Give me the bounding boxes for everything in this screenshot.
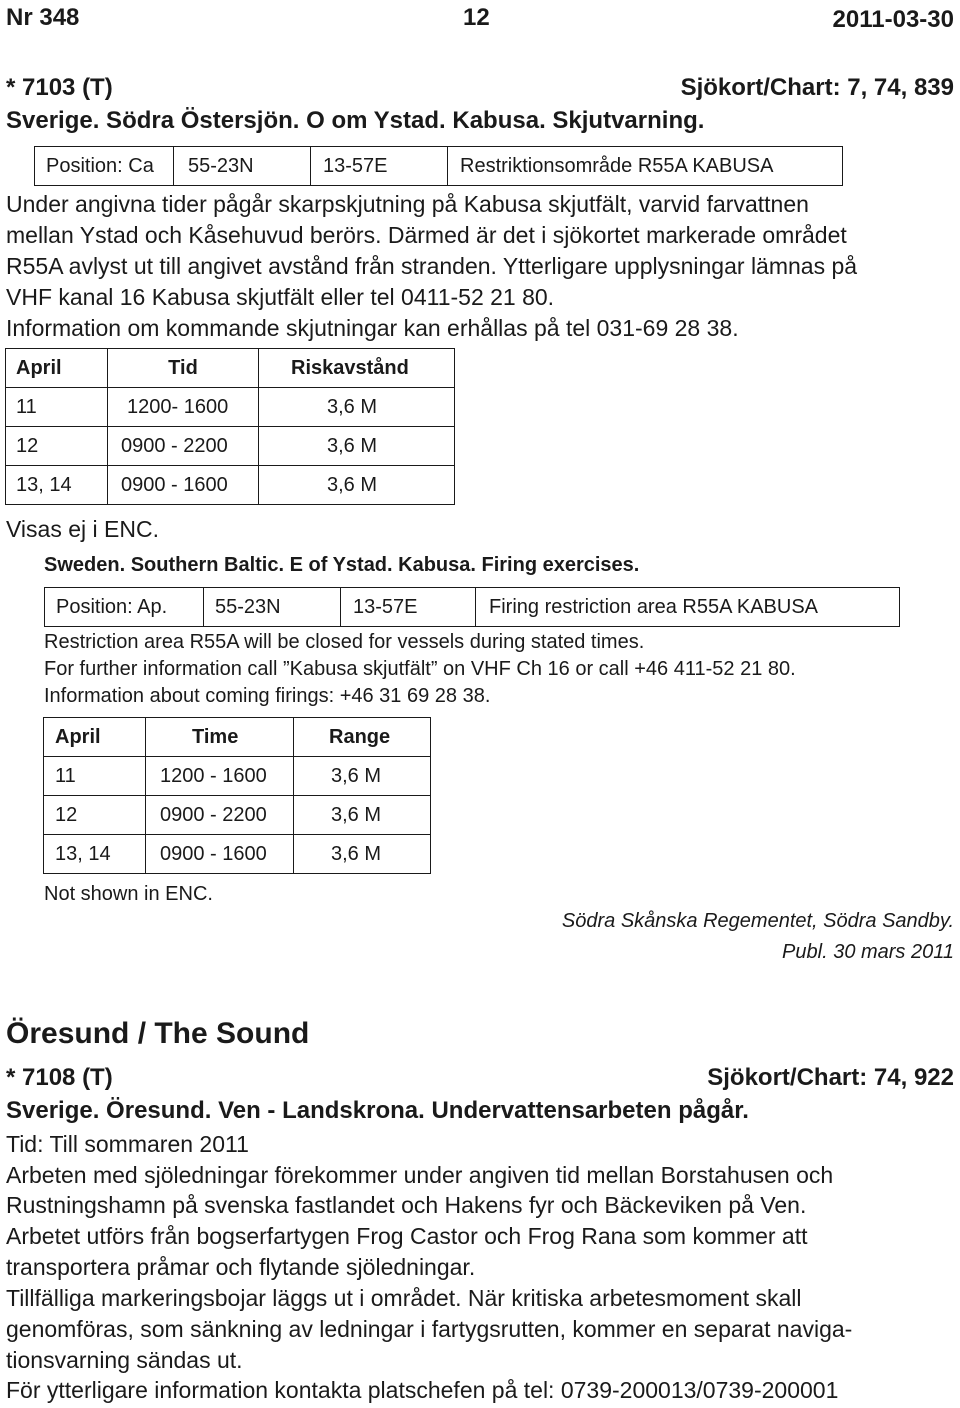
table-cell: 11 — [16, 395, 37, 418]
body-line: Tid: Till sommaren 2011 — [6, 1131, 249, 1157]
position-label: Position: Ca — [46, 154, 154, 177]
body-line: Under angivna tider pågår skarpskjutning på Kabusa skjutfält, varvid farvattnen — [6, 191, 809, 217]
notice-title-sv: Sverige. Öresund. Ven - Landskrona. Undervattensarbeten pågår. — [6, 1097, 749, 1124]
table-cell: 1200 - 1600 — [160, 764, 267, 787]
enc-note-sv: Visas ej i ENC. — [6, 516, 159, 542]
body-line: R55A avlyst ut till angivet avstånd från stranden. Ytterligare upplysningar lämnas på — [6, 253, 858, 279]
body-line: genomföras, som sänkning av ledningar i fartygsrutten, kommer en separat naviga- — [6, 1316, 853, 1342]
table-cell: 1200- 1600 — [127, 395, 229, 418]
column-header: Time — [192, 725, 239, 748]
table-cell: 3,6 M — [327, 434, 378, 457]
body-line: VHF kanal 16 Kabusa skjutfält eller tel 0411-52 21 80. — [6, 284, 555, 310]
position-lat: 55-23N — [215, 595, 281, 618]
column-header: Riskavstånd — [291, 356, 409, 379]
issue-date: 2011-03-30 — [832, 6, 954, 33]
table-row — [44, 796, 431, 835]
table-cell: 0900 - 2200 — [121, 434, 228, 457]
body-line: transportera pråmar och flytande sjöledningar. — [6, 1254, 476, 1280]
firing-table-sv — [5, 348, 455, 505]
table-row — [6, 466, 455, 505]
table-header-row — [6, 349, 455, 388]
chart-reference: Sjökort/Chart: 7, 74, 839 — [680, 74, 954, 101]
body-line: Information about coming firings: +46 31 69 28 38. — [44, 685, 491, 707]
position-lon: 13-57E — [323, 154, 388, 177]
table-cell: 3,6 M — [331, 764, 382, 787]
table-cell: 3,6 M — [331, 842, 382, 865]
table-cell: 11 — [55, 764, 76, 787]
page-number: 12 — [463, 4, 490, 31]
position-lat: 55-23N — [188, 154, 254, 177]
notice-title-en: Sweden. Southern Baltic. E of Ystad. Kabusa. Firing exercises. — [44, 554, 640, 576]
body-line: tionsvarning sändas ut. — [6, 1347, 243, 1373]
column-header: Tid — [168, 356, 198, 379]
position-area: Firing restriction area R55A KABUSA — [489, 595, 819, 618]
column-header: April — [16, 356, 62, 379]
column-header: April — [55, 725, 101, 748]
body-line: Information om kommande skjutningar kan erhållas på tel 031-69 28 38. — [6, 315, 739, 341]
table-header-row — [44, 718, 431, 757]
chart-reference: Sjökort/Chart: 74, 922 — [707, 1064, 954, 1091]
table-row — [6, 388, 455, 427]
notice-id: * 7108 (T) — [6, 1064, 113, 1091]
publication-date: Publ. 30 mars 2011 — [782, 941, 954, 963]
position-label: Position: Ap. — [56, 595, 168, 618]
body-line: Tillfälliga markeringsbojar läggs ut i området. När kritiska arbetesmoment skall — [6, 1285, 802, 1311]
notice-id: * 7103 (T) — [6, 74, 113, 101]
body-line: Rustningshamn på svenska fastlandet och Hakens fyr och Bäckeviken på Ven. — [6, 1192, 807, 1218]
position-area: Restriktionsområde R55A KABUSA — [460, 154, 774, 177]
table-cell: 3,6 M — [327, 473, 378, 496]
table-cell: 12 — [55, 803, 78, 826]
position-box-en — [44, 587, 900, 627]
enc-note-en: Not shown in ENC. — [44, 883, 213, 905]
body-line: Arbeten med sjöledningar förekommer under angiven tid mellan Borstahusen och — [6, 1162, 834, 1188]
notice-title-sv: Sverige. Södra Östersjön. O om Ystad. Kabusa. Skjutvarning. — [6, 107, 705, 134]
table-cell: 3,6 M — [331, 803, 382, 826]
table-cell: 0900 - 1600 — [160, 842, 267, 865]
table-row — [6, 427, 455, 466]
table-cell: 3,6 M — [327, 395, 378, 418]
table-cell: 12 — [16, 434, 39, 457]
table-cell: 0900 - 1600 — [121, 473, 228, 496]
table-row — [44, 757, 431, 796]
body-line: För ytterligare information kontakta platschefen på tel: 0739-200013/0739-200001 — [6, 1377, 839, 1403]
body-line: For further information call ”Kabusa skjutfält” on VHF Ch 16 or call +46 411-52 21 80. — [44, 658, 796, 680]
table-cell: 0900 - 2200 — [160, 803, 267, 826]
body-line: mellan Ystad och Kåsehuvud berörs. Därmed är det i sjökortet markerade området — [6, 222, 847, 248]
table-cell: 13, 14 — [16, 473, 72, 496]
body-line: Restriction area R55A will be closed for vessels during stated times. — [44, 631, 645, 653]
section-title: Öresund / The Sound — [6, 1017, 310, 1050]
position-box-sv — [34, 146, 843, 186]
firing-table-en — [43, 717, 431, 874]
body-line: Arbetet utförs från bogserfartygen Frog Castor och Frog Rana som kommer att — [6, 1223, 808, 1249]
column-header: Range — [329, 725, 391, 748]
table-cell: 13, 14 — [55, 842, 111, 865]
position-lon: 13-57E — [353, 595, 418, 618]
source-authority: Södra Skånska Regementet, Södra Sandby. — [561, 910, 954, 932]
issue-number: Nr 348 — [6, 4, 80, 31]
table-row — [44, 835, 431, 874]
